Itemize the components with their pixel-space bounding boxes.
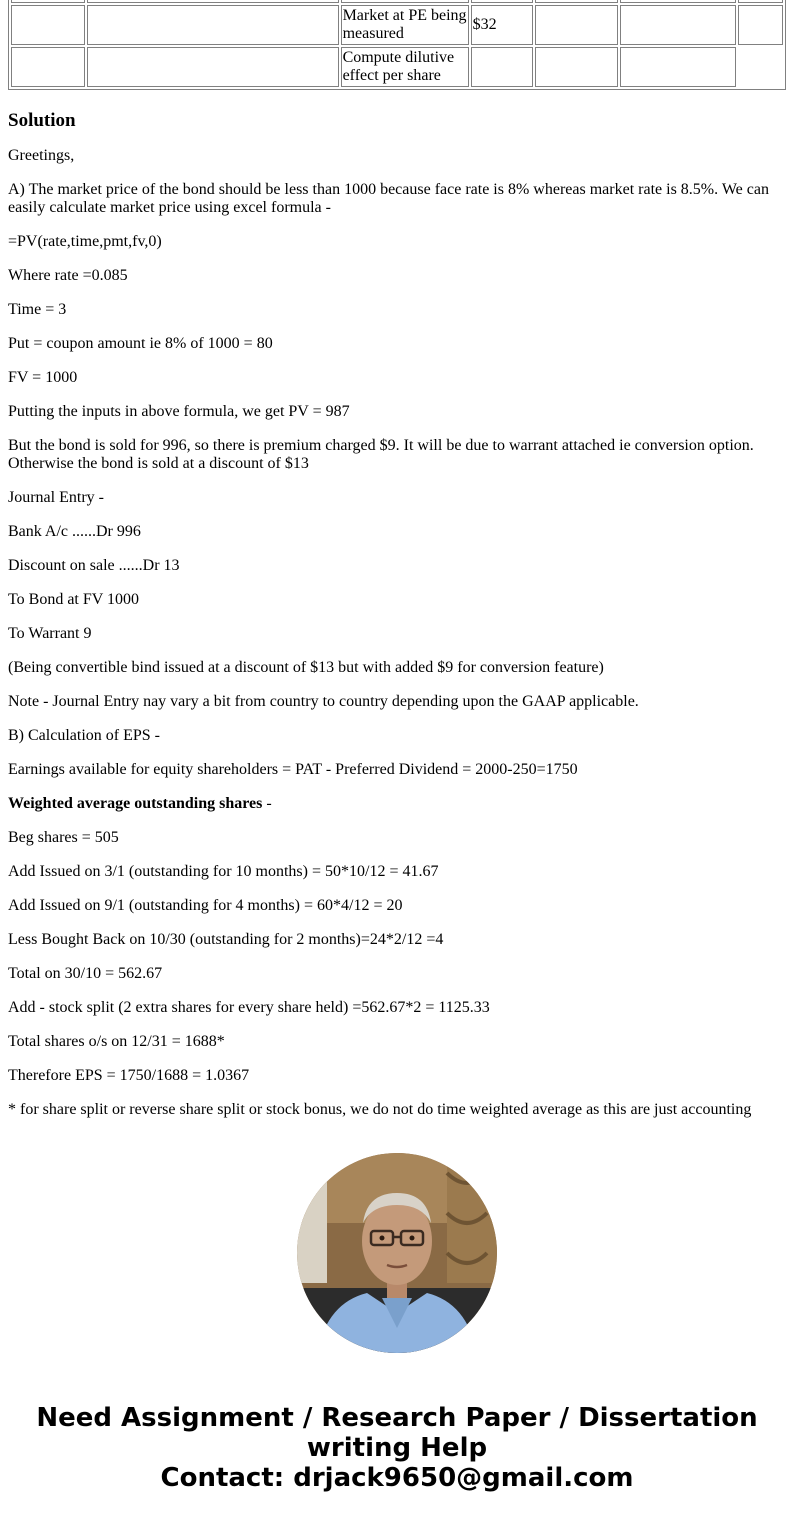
table-cell	[11, 5, 85, 45]
paragraph: But the bond is sold for 996, so there is premium charged $9. It will be due to warrant attached ie conversion option. Otherwise the bond is sold at a discount of $13	[8, 437, 754, 472]
paragraph: Add Issued on 3/1 (outstanding for 10 months) = 50*10/12 = 41.67	[8, 863, 439, 880]
paragraph: Therefore EPS = 1750/1688 = 1.0367	[8, 1067, 250, 1084]
table-cell	[620, 47, 736, 87]
paragraph: A) The market price of the bond should be less than 1000 because face rate is 8% whereas market rate is 8.5%. We can easily calculate market price using excel formula -	[8, 181, 769, 216]
paragraph: Putting the inputs in above formula, we get PV = 987	[8, 403, 350, 420]
data-table-region	[8, 0, 786, 90]
weighted-average-heading-rest: -	[262, 795, 272, 812]
paragraph: B) Calculation of EPS -	[8, 727, 160, 744]
paragraph: Total shares o/s on 12/31 = 1688*	[8, 1033, 225, 1050]
table-cell	[341, 0, 469, 3]
table-cell	[738, 47, 783, 87]
table-cell	[471, 0, 533, 3]
paragraph: Less Bought Back on 10/30 (outstanding for 2 months)=24*2/12 =4	[8, 931, 444, 948]
weighted-average-heading	[8, 795, 786, 813]
paragraph: FV = 1000	[8, 369, 78, 386]
table-cell: Market at PE being measured	[341, 5, 469, 45]
table-cell	[471, 47, 533, 87]
table-cell	[11, 47, 85, 87]
table-cell	[87, 5, 339, 45]
paragraph: Time = 3	[8, 301, 67, 318]
solution-body	[8, 132, 786, 1119]
paragraph: Where rate =0.085	[8, 267, 128, 284]
paragraph: Discount on sale ......Dr 13	[8, 557, 180, 574]
table-cell	[535, 5, 618, 45]
paragraph: To Bond at FV 1000	[8, 591, 140, 608]
paragraph: Bank A/c ......Dr 996	[8, 523, 141, 540]
paragraph: Put = coupon amount ie 8% of 1000 = 80	[8, 335, 273, 352]
weighted-average-heading-bold: Weighted average outstanding shares	[8, 795, 263, 812]
table-row	[11, 0, 783, 3]
paragraph: Journal Entry -	[8, 489, 104, 506]
author-avatar	[297, 1153, 497, 1353]
data-table	[8, 0, 786, 90]
paragraph: Earnings available for equity shareholders = PAT - Preferred Dividend = 2000-250=1750	[8, 761, 578, 778]
paragraph: Note - Journal Entry nay vary a bit from country to country depending upon the GAAP applicable.	[8, 693, 639, 710]
table-cell	[620, 0, 736, 3]
paragraph: (Being convertible bind issued at a discount of $13 but with added $9 for conversion feature)	[8, 659, 604, 676]
table-row	[11, 47, 783, 87]
banner-contact-email[interactable]: Contact: drjack9650@gmail.com	[160, 1463, 634, 1493]
paragraph: To Warrant 9	[8, 625, 92, 642]
table-cell: $32	[471, 5, 533, 45]
banner-line: writing Help	[306, 1433, 488, 1463]
contact-banner	[0, 1403, 794, 1493]
table-cell	[87, 47, 339, 87]
paragraph: Greetings,	[8, 147, 75, 164]
paragraph: Add - stock split (2 extra shares for every share held) =562.67*2 = 1125.33	[8, 999, 490, 1016]
table-cell	[738, 0, 783, 3]
table-cell	[738, 5, 783, 45]
paragraph: * for share split or reverse share split or stock bonus, we do not do time weighted average as this are just accounting	[8, 1101, 752, 1118]
table-cell	[87, 0, 339, 3]
document	[8, 0, 786, 1119]
table-cell	[620, 5, 736, 45]
paragraph: Add Issued on 9/1 (outstanding for 4 months) = 60*4/12 = 20	[8, 897, 403, 914]
table-cell	[535, 47, 618, 87]
table-cell: Compute dilutive effect per share	[341, 47, 469, 87]
banner-line: Need Assignment / Research Paper / Dissertation	[36, 1403, 758, 1433]
solution-heading: Solution	[8, 110, 76, 131]
paragraph: =PV(rate,time,pmt,fv,0)	[8, 233, 162, 250]
table-row	[11, 5, 783, 45]
table-cell	[535, 0, 618, 3]
paragraph: Beg shares = 505	[8, 829, 119, 846]
table-cell	[11, 0, 85, 3]
paragraph: Total on 30/10 = 562.67	[8, 965, 163, 982]
